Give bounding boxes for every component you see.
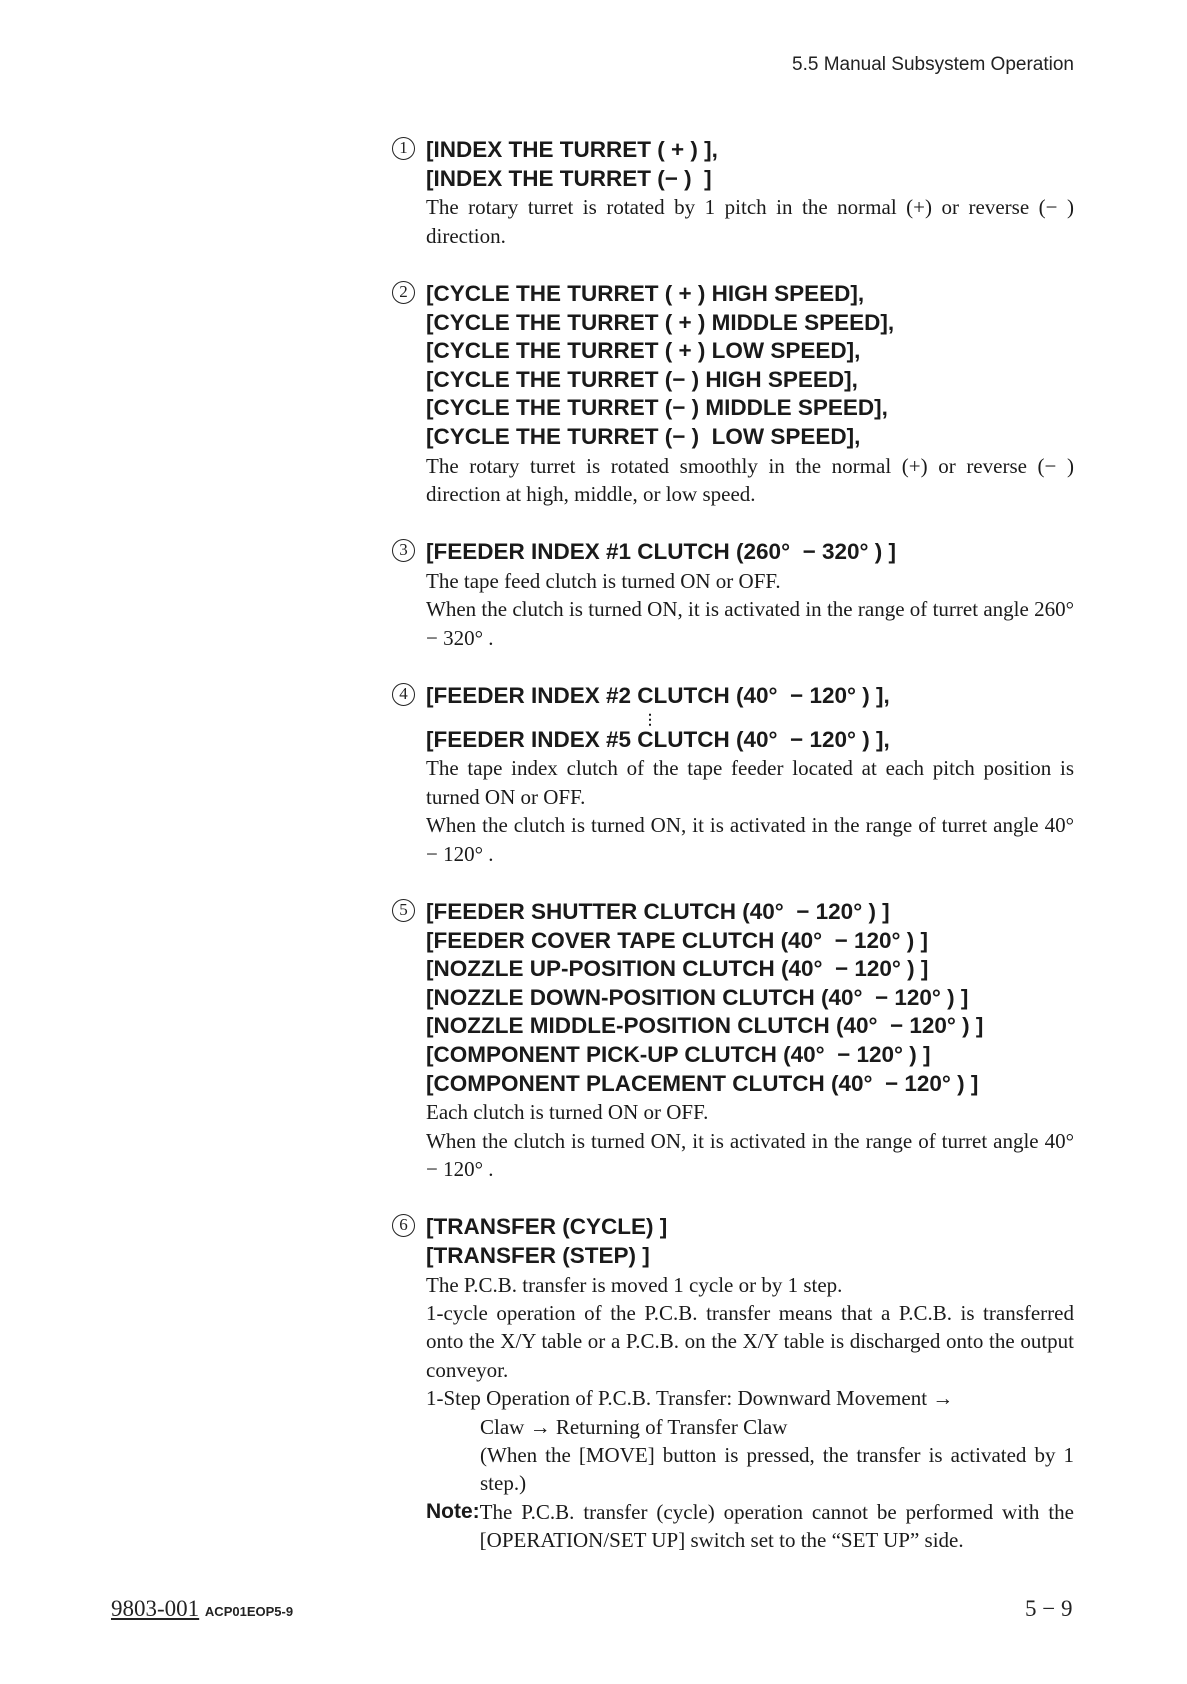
section-paragraph: When the clutch is turned ON, it is activated in the range of turret angle 260° − 320° . bbox=[426, 597, 1074, 650]
section-paragraph: The rotary turret is rotated by 1 pitch in the normal (+) or reverse (− ) direction. bbox=[426, 195, 1074, 248]
section-number-6: 6 bbox=[392, 1214, 415, 1237]
indented-paragraph: (When the [MOVE] button is pressed, the transfer is activated by 1 step.) bbox=[480, 1443, 1074, 1496]
section-heading-line: [TRANSFER (STEP) ] bbox=[426, 1242, 650, 1268]
doc-subcode: ACP01EOP5-9 bbox=[204, 1604, 294, 1619]
running-header: 5.5 Manual Subsystem Operation bbox=[792, 54, 1074, 75]
section-heading-line: [NOZZLE MIDDLE-POSITION CLUTCH (40° − 120° ) ] bbox=[426, 1013, 984, 1039]
section-4 bbox=[392, 682, 1074, 868]
section-paragraph: When the clutch is turned ON, it is activated in the range of turret angle 40° − 120° . bbox=[426, 1128, 1074, 1181]
section-paragraph: 1-Step Operation of P.C.B. Transfer: Downward Movement → bbox=[426, 1386, 954, 1411]
section-paragraph: The rotary turret is rotated smoothly in the normal (+) or reverse (− ) direction at high, middle, or low speed. bbox=[426, 453, 1074, 506]
section-heading-line: [INDEX THE TURRET ( + ) ], bbox=[426, 137, 718, 162]
indented-paragraph: Claw → Returning of Transfer Claw bbox=[480, 1414, 788, 1439]
section-heading-line: [FEEDER INDEX #1 CLUTCH (260° − 320° ) ] bbox=[426, 539, 896, 565]
section-number-5: 5 bbox=[392, 899, 415, 922]
note-label: Note: bbox=[426, 1499, 480, 1523]
section-heading-line: [FEEDER INDEX #2 CLUTCH (40° − 120° ) ], bbox=[426, 683, 890, 709]
section-heading-line: [FEEDER INDEX #5 CLUTCH (40° − 120° ) ], bbox=[426, 726, 890, 752]
section-paragraph: The tape feed clutch is turned ON or OFF. bbox=[426, 568, 781, 593]
section-heading-line: [TRANSFER (CYCLE) ] bbox=[426, 1214, 668, 1240]
section-paragraph: The P.C.B. transfer is moved 1 cycle or by 1 step. bbox=[426, 1272, 843, 1297]
section-heading-line: [CYCLE THE TURRET ( + ) LOW SPEED], bbox=[426, 338, 861, 364]
section-heading-line: [CYCLE THE TURRET (− ) LOW SPEED], bbox=[426, 423, 861, 449]
section-6 bbox=[392, 1213, 1074, 1554]
section-heading-line: [COMPONENT PICK-UP CLUTCH (40° − 120° ) ] bbox=[426, 1041, 931, 1067]
section-heading-line: [FEEDER COVER TAPE CLUTCH (40° − 120° ) ] bbox=[426, 927, 929, 953]
section-number-1: 1 bbox=[392, 137, 415, 160]
section-paragraph: 1-cycle operation of the P.C.B. transfer means that a P.C.B. is transferred onto the X/Y table or a P.C.B. on the X/Y table is discharged onto the output conveyor. bbox=[426, 1300, 1074, 1382]
section-heading-line: [CYCLE THE TURRET ( + ) MIDDLE SPEED], bbox=[426, 309, 895, 335]
section-heading-line: [FEEDER SHUTTER CLUTCH (40° − 120° ) ] bbox=[426, 899, 890, 924]
section-paragraph: Each clutch is turned ON or OFF. bbox=[426, 1100, 709, 1125]
section-heading-line: [INDEX THE TURRET (− ) ] bbox=[426, 165, 712, 191]
note bbox=[426, 1498, 1074, 1555]
note-text: The P.C.B. transfer (cycle) operation cannot be performed with the [OPERATION/SET UP] switch set to the “SET UP” side. bbox=[479, 1499, 1074, 1553]
section-heading-line: [COMPONENT PLACEMENT CLUTCH (40° − 120° ) ] bbox=[426, 1070, 979, 1096]
section-5 bbox=[392, 898, 1074, 1183]
document-code bbox=[111, 1596, 293, 1622]
section-3 bbox=[392, 538, 1074, 652]
section-paragraph: When the clutch is turned ON, it is activated in the range of turret angle 40° − 120° . bbox=[426, 813, 1074, 866]
vertical-ellipsis: ⋮ bbox=[643, 710, 657, 727]
section-number-2: 2 bbox=[392, 281, 415, 304]
section-heading-line: [NOZZLE UP-POSITION CLUTCH (40° − 120° ) ] bbox=[426, 956, 929, 982]
page-number: 5 − 9 bbox=[1025, 1596, 1073, 1621]
section-2 bbox=[392, 280, 1074, 508]
section-heading-line: [CYCLE THE TURRET (− ) HIGH SPEED], bbox=[426, 366, 858, 392]
section-paragraph: The tape index clutch of the tape feeder located at each pitch position is turned ON or OFF. bbox=[426, 756, 1074, 809]
section-heading-line: [CYCLE THE TURRET (− ) MIDDLE SPEED], bbox=[426, 395, 888, 421]
section-heading-line: [CYCLE THE TURRET ( + ) HIGH SPEED], bbox=[426, 281, 865, 306]
section-number-3: 3 bbox=[392, 539, 415, 562]
section-heading-line: [NOZZLE DOWN-POSITION CLUTCH (40° − 120° ) ] bbox=[426, 984, 969, 1010]
section-number-4: 4 bbox=[392, 683, 415, 706]
manual-content bbox=[392, 136, 1074, 1585]
section-1 bbox=[392, 136, 1074, 250]
doc-number: 9803-001 bbox=[111, 1596, 200, 1621]
